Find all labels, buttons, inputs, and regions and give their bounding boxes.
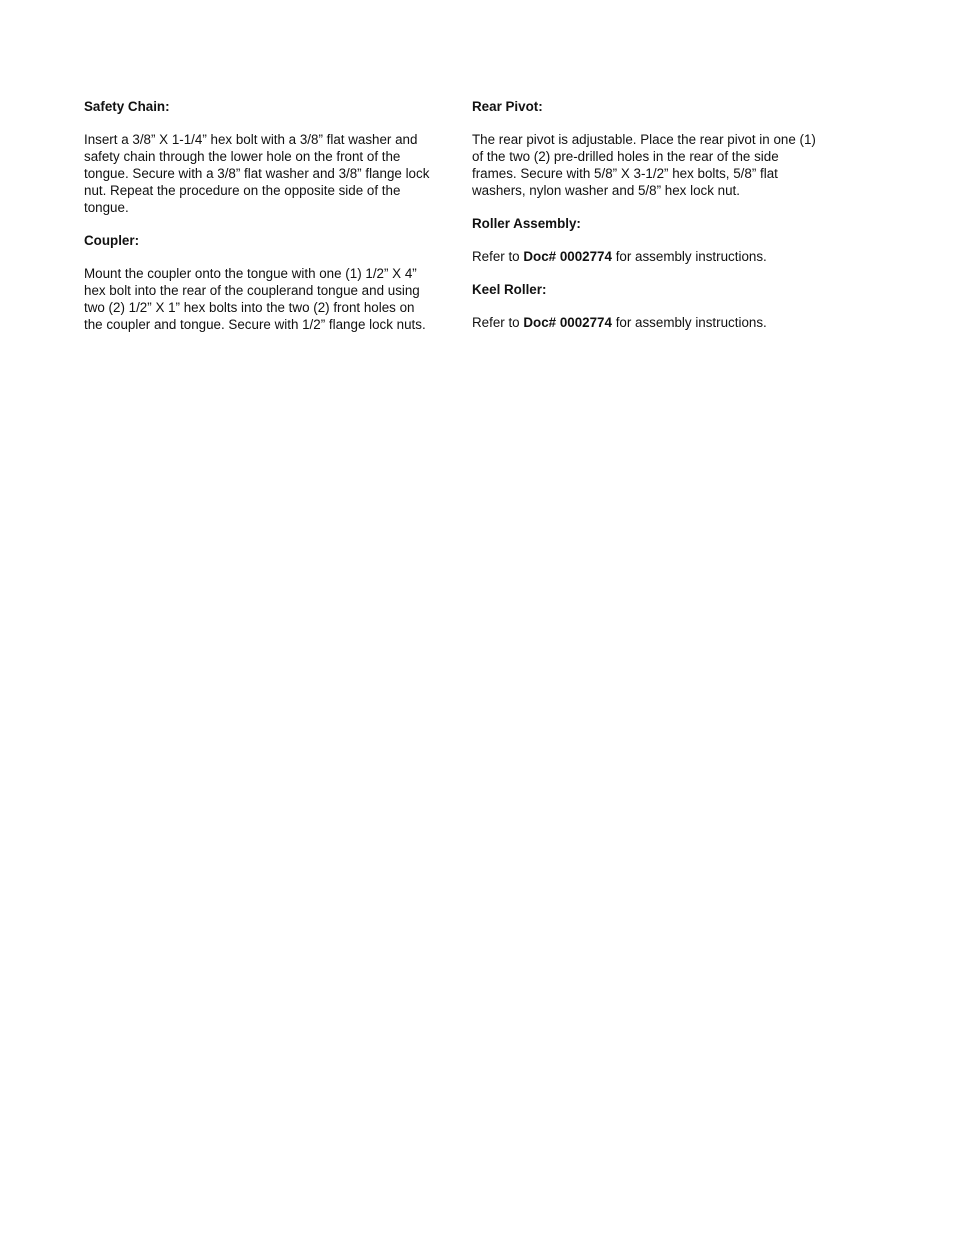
section-heading: Keel Roller: — [472, 282, 547, 297]
text-line: of the two (2) pre-drilled holes in the rear of the side — [472, 149, 779, 164]
section-heading: Rear Pivot: — [472, 99, 543, 114]
text-line: safety chain through the lower hole on the front of the — [84, 149, 401, 164]
right-column — [472, 98, 844, 347]
text-line: the coupler and tongue. Secure with 1/2” flange lock nuts. — [84, 317, 426, 332]
section-paragraph — [472, 248, 844, 265]
section-paragraph — [472, 131, 844, 199]
left-column — [84, 98, 456, 349]
text-line: The rear pivot is adjustable. Place the rear pivot in one (1) — [472, 132, 816, 147]
section-rear-pivot — [472, 98, 844, 199]
section-paragraph — [84, 265, 456, 333]
text-line: hex bolt into the rear of the couplerand tongue and using — [84, 283, 420, 298]
text-line: washers, nylon washer and 5/8” hex lock nut. — [472, 183, 740, 198]
ref-prefix: Refer to — [472, 315, 524, 330]
doc-reference: Doc# 0002774 — [523, 249, 612, 264]
text-line: tongue. Secure with a 3/8” flat washer and 3/8” flange lock — [84, 166, 430, 181]
section-safety-chain — [84, 98, 456, 216]
section-roller-assembly — [472, 215, 844, 265]
section-paragraph — [84, 131, 456, 216]
ref-suffix: for assembly instructions. — [611, 249, 767, 264]
section-paragraph — [472, 314, 844, 331]
text-line: tongue. — [84, 200, 129, 215]
text-line: Insert a 3/8” X 1-1/4” hex bolt with a 3/8” flat washer and — [84, 132, 418, 147]
text-line: Mount the coupler onto the tongue with one (1) 1/2” X 4” — [84, 266, 417, 281]
ref-prefix: Refer to — [472, 249, 524, 264]
text-line: nut. Repeat the procedure on the opposite side of the — [84, 183, 401, 198]
section-heading: Coupler: — [84, 233, 140, 248]
text-line: two (2) 1/2” X 1” hex bolts into the two (2) front holes on — [84, 300, 415, 315]
ref-suffix: for assembly instructions. — [611, 315, 767, 330]
section-coupler — [84, 232, 456, 333]
text-line: frames. Secure with 5/8” X 3-1/2” hex bolts, 5/8” flat — [472, 166, 778, 181]
section-heading: Roller Assembly: — [472, 216, 581, 231]
doc-reference: Doc# 0002774 — [523, 315, 612, 330]
section-keel-roller — [472, 281, 844, 331]
section-heading: Safety Chain: — [84, 99, 170, 114]
